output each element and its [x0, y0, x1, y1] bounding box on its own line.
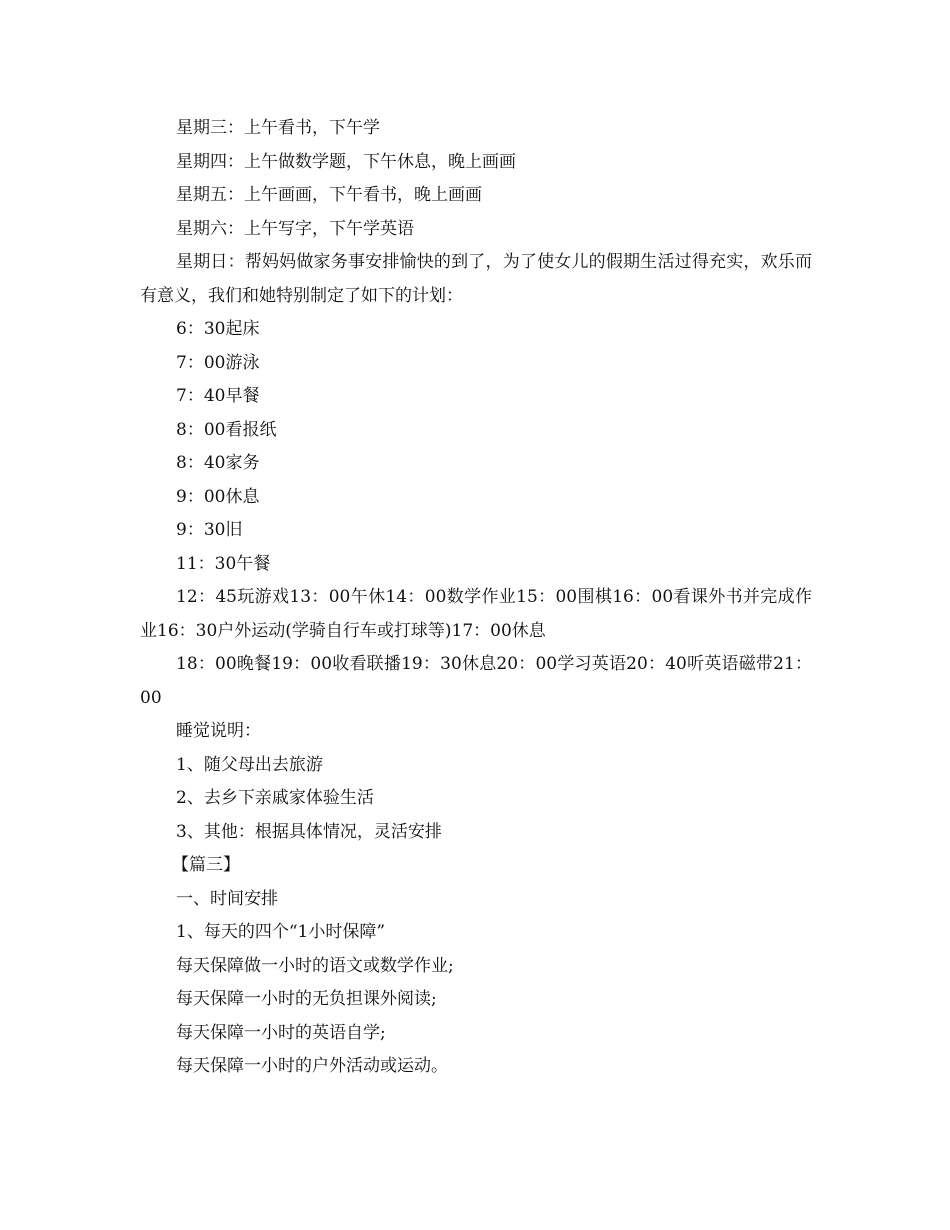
- schedule-friday: 星期五：上午画画，下午看书，晚上画画: [176, 185, 482, 205]
- schedule-saturday: 星期六：上午写字，下午学英语: [176, 218, 414, 239]
- list-item: 每天保障一小时的无负担课外阅读;: [176, 989, 437, 1009]
- schedule-wednesday: 星期三：上午看书，下午学: [176, 118, 380, 138]
- timetable-item: 9：30旧: [176, 520, 243, 540]
- list-item: 每天保障做一小时的语文或数学作业;: [176, 955, 454, 976]
- note-item: 3、其他：根据具体情况，灵活安排: [176, 821, 442, 842]
- schedule-sunday: 星期日：帮妈妈做家务事安排愉快的到了，为了使女儿的假期生活过得充实，欢乐而有意义，我们和她特别制定了如下的计划：: [140, 252, 812, 306]
- timetable-item: 8：40家务: [176, 453, 260, 473]
- note-item: 2、去乡下亲戚家体验生活: [176, 788, 374, 808]
- list-item: 每天保障一小时的户外活动或运动。: [176, 1056, 448, 1076]
- list-item: 每天保障一小时的英语自学;: [176, 1022, 386, 1043]
- timetable-evening: 18：00晚餐19：00收看联播19：30休息20：00学习英语20：40听英语磁带21：00: [140, 654, 812, 708]
- timetable-item: 11：30午餐: [176, 553, 271, 574]
- timetable-item: 8：00看报纸: [176, 419, 277, 440]
- timetable-item: 6：30起床: [176, 319, 260, 339]
- list-heading: 1、每天的四个“1小时保障”: [176, 922, 386, 942]
- subsection-heading: 一、时间安排: [176, 888, 278, 909]
- timetable-afternoon: 12：45玩游戏13：00午休14：00数学作业15：00围棋16：00看课外书并完成作业16：30户外运动(学骑自行车或打球等)17：00休息: [140, 587, 812, 641]
- notes-heading: 睡觉说明：: [176, 721, 261, 741]
- timetable-item: 7：40早餐: [176, 386, 260, 406]
- timetable-item: 7：00游泳: [176, 352, 260, 373]
- note-item: 1、随父母出去旅游: [176, 754, 323, 775]
- schedule-thursday: 星期四：上午做数学题，下午休息，晚上画画: [176, 151, 516, 172]
- document-page: [140, 112, 812, 1084]
- timetable-item: 9：00休息: [176, 486, 260, 507]
- section-heading: 【篇三】: [172, 855, 240, 875]
